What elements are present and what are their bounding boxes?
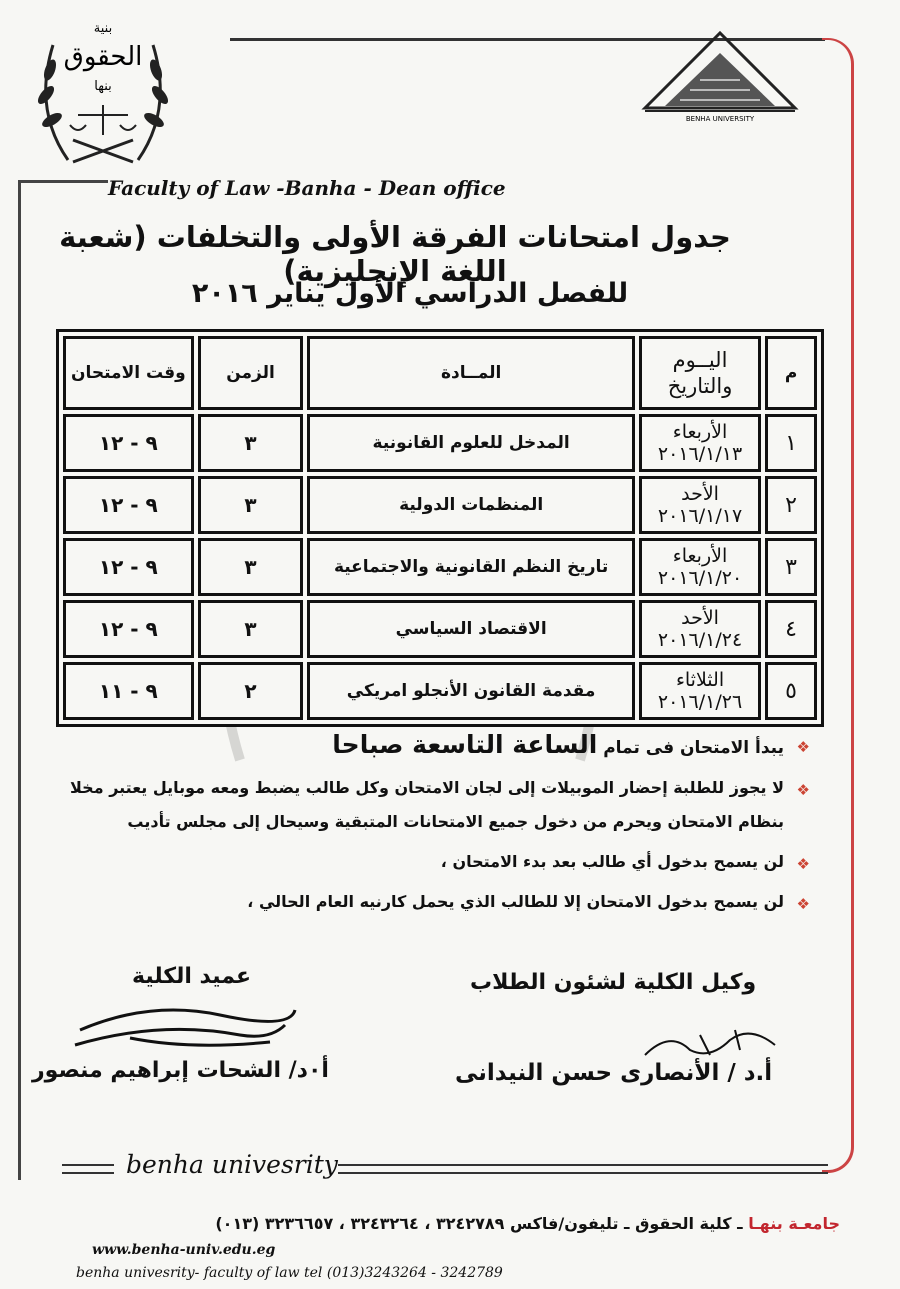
- row-date: ٢٠١٦/١/٢٦: [657, 691, 743, 713]
- bullet-icon: ❖: [796, 738, 810, 756]
- note-start-prefix: يبدأ الامتحان فى تمام: [603, 738, 784, 758]
- logo-text-bottom: بنها: [94, 79, 112, 94]
- row-day-date: [639, 476, 761, 534]
- row-day: الأحد: [681, 483, 719, 505]
- table-row: [63, 414, 817, 472]
- row-time: ٩ - ١٢: [63, 476, 194, 534]
- row-duration: ٣: [198, 476, 304, 534]
- row-time: ٩ - ١٢: [63, 600, 194, 658]
- note-id-card-text: لن يسمح بدخول الامتحان إلا للطالب الذي يحمل كارنيه العام الحالي ،: [247, 892, 784, 911]
- row-num: ١: [765, 414, 817, 472]
- frame-left-line: [18, 180, 21, 1180]
- row-day: الأربعاء: [672, 545, 728, 567]
- note-mobiles-line2: بنظام الامتحان ويحرم من دخول جميع الامتحانات المتبقية وسيحال إلى مجلس تأديب: [127, 812, 784, 831]
- footer-address-details: ـ كلية الحقوق ـ تليفون/فاكس ٣٢٤٢٧٨٩ ، ٣٢٤٣٢٦٤ ، ٣٢٣٦٦٥٧ (٠١٣): [215, 1214, 749, 1233]
- vice-dean-title: وكيل الكلية لشئون الطلاب: [470, 970, 757, 995]
- footer-tel-line: benha univesrity- faculty of law tel (013)3243264 - 3242789: [76, 1265, 503, 1281]
- page-subtitle: للفصل الدراسي الأول يناير ٢٠١٦: [191, 278, 629, 309]
- row-duration: ٢: [198, 662, 304, 720]
- row-duration: ٣: [198, 600, 304, 658]
- row-day-date: [639, 414, 761, 472]
- row-subject: المدخل للعلوم القانونية: [307, 414, 635, 472]
- row-time: ٩ - ١٢: [63, 414, 194, 472]
- note-start-time-big: الساعة التاسعة صباحا: [332, 730, 598, 759]
- footer-double-line-right: [338, 1164, 828, 1174]
- row-subject: الاقتصاد السياسي: [307, 600, 635, 658]
- frame-left-top-line: [18, 180, 108, 183]
- row-date: ٢٠١٦/١/٢٠: [657, 567, 743, 589]
- footer-brand: benha univesrity: [126, 1150, 338, 1179]
- logo-university-text: BENHA UNIVERSITY: [685, 115, 755, 123]
- dean-name: أ٠د/ الشحات إبراهيم منصور: [32, 1058, 329, 1083]
- header-time: وقت الامتحان: [63, 336, 194, 410]
- footer-website: www.benha-univ.edu.eg: [92, 1242, 276, 1258]
- row-day: الأربعاء: [672, 421, 728, 443]
- header-subject: المــادة: [307, 336, 635, 410]
- header-duration: الزمن: [198, 336, 304, 410]
- row-duration: ٣: [198, 538, 304, 596]
- vice-dean-name: أ.د / الأنصارى حسن النيدانى: [455, 1060, 773, 1086]
- footer-university-name: جامعـة بنهـا: [748, 1214, 840, 1233]
- exam-schedule-table: [56, 329, 824, 727]
- row-date: ٢٠١٦/١/١٣: [657, 443, 743, 465]
- note-mobiles-line1: لا يجوز للطلبة إحضار الموبيلات إلى لجان الامتحان وكل طالب يضبط ومعه موبايل يعتبر مخلا: [70, 778, 784, 797]
- row-time: ٩ - ١٢: [63, 538, 194, 596]
- row-subject: تاريخ النظم القانونية والاجتماعية: [307, 538, 635, 596]
- header-day-date: [639, 336, 761, 410]
- table-row: [63, 476, 817, 534]
- table-row: [63, 600, 817, 658]
- frame-right-border: [822, 38, 854, 1173]
- bullet-icon: ❖: [796, 781, 810, 799]
- row-day: الأحد: [681, 607, 719, 629]
- row-num: ٢: [765, 476, 817, 534]
- bullet-icon: ❖: [796, 895, 810, 913]
- logo-text-top: بنية: [93, 21, 113, 36]
- header-day-line1: اليــوم: [672, 348, 728, 372]
- row-subject: المنظمات الدولية: [307, 476, 635, 534]
- row-day: الثلاثاء: [675, 669, 725, 691]
- row-date: ٢٠١٦/١/١٧: [657, 505, 743, 527]
- vice-dean-signature: [640, 1020, 780, 1065]
- note-id-card: [50, 891, 810, 913]
- note-late-entry-text: لن يسمح بدخول أي طالب بعد بدء الامتحان ،: [440, 852, 784, 871]
- row-time: ٩ - ١١: [63, 662, 194, 720]
- table-row: [63, 538, 817, 596]
- row-subject: مقدمة القانون الأنجلو امريكي: [307, 662, 635, 720]
- row-day-date: [639, 662, 761, 720]
- note-mobiles-continued: [50, 811, 810, 833]
- dean-title: عميد الكلية: [132, 964, 252, 989]
- row-day-date: [639, 538, 761, 596]
- page-title: جدول امتحانات الفرقة الأولى والتخلفات (شعبة اللغة الإنجليزية): [59, 220, 731, 288]
- bullet-icon: ❖: [796, 855, 810, 873]
- benha-university-logo: [640, 28, 800, 123]
- faculty-law-logo: [28, 10, 178, 170]
- footer-address: [170, 1214, 840, 1233]
- table-row: [63, 662, 817, 720]
- exam-notes: [50, 730, 810, 931]
- row-num: ٥: [765, 662, 817, 720]
- footer-double-line-left: [62, 1164, 114, 1174]
- row-day-date: [639, 600, 761, 658]
- note-mobiles: [50, 777, 810, 799]
- note-start-time: [50, 730, 810, 759]
- row-num: ٤: [765, 600, 817, 658]
- faculty-line: Faculty of Law -Banha - Dean office: [108, 176, 506, 200]
- dean-signature: [70, 990, 300, 1060]
- note-late-entry: [50, 851, 810, 873]
- header-day-line2: والتاريخ: [667, 374, 733, 398]
- row-duration: ٣: [198, 414, 304, 472]
- row-date: ٢٠١٦/١/٢٤: [657, 629, 743, 651]
- header-num: م: [765, 336, 817, 410]
- row-num: ٣: [765, 538, 817, 596]
- table-header-row: [63, 336, 817, 410]
- logo-text-main: الحقوق: [63, 42, 143, 72]
